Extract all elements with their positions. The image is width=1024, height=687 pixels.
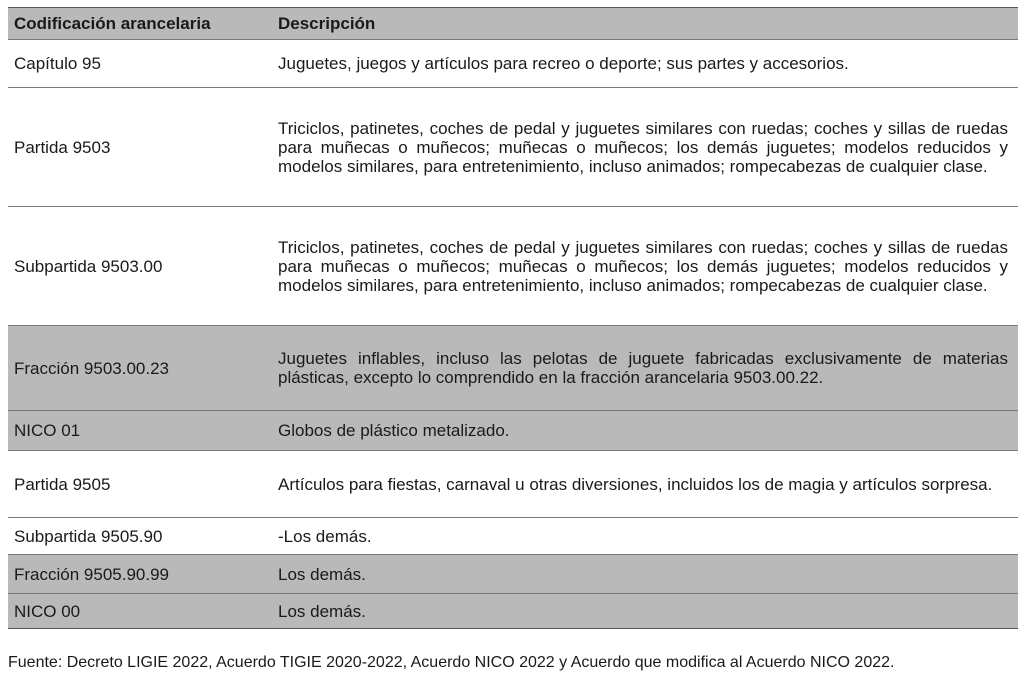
table-row	[8, 451, 1018, 518]
cell-description: Triciclos, patinetes, coches de pedal y juguetes similares con ruedas; coches y sillas de ruedas para muñecas o muñecos; muñecas o muñecos; los demás juguetes; modelos reducidos y modelos similares, para entretenimiento, incluso animados; rompecabezas de cualquier clase.	[272, 207, 1018, 326]
cell-description: Los demás.	[272, 594, 1018, 629]
cell-code: Partida 9503	[8, 88, 272, 207]
cell-description: Los demás.	[272, 555, 1018, 594]
cell-description: -Los demás.	[272, 518, 1018, 555]
table-row	[8, 88, 1018, 207]
tariff-classification-table	[8, 7, 1018, 629]
table-row	[8, 555, 1018, 594]
table-row	[8, 40, 1018, 88]
cell-description: Triciclos, patinetes, coches de pedal y juguetes similares con ruedas; coches y sillas de ruedas para muñecas o muñecos; muñecas o muñecos; los demás juguetes; modelos reducidos y modelos similares, para entretenimiento, incluso animados; rompecabezas de cualquier clase.	[272, 88, 1018, 207]
tariff-table-container	[8, 7, 1018, 629]
header-code: Codificación arancelaria	[8, 8, 272, 40]
cell-code: NICO 01	[8, 411, 272, 451]
cell-code: Capítulo 95	[8, 40, 272, 88]
table-row	[8, 518, 1018, 555]
cell-code: Subpartida 9505.90	[8, 518, 272, 555]
table-row	[8, 207, 1018, 326]
cell-description: Juguetes inflables, incluso las pelotas de juguete fabricadas exclusivamente de materias plásticas, excepto lo comprendido en la fracción arancelaria 9503.00.22.	[272, 326, 1018, 411]
table-row	[8, 411, 1018, 451]
table-row	[8, 326, 1018, 411]
cell-code: Partida 9505	[8, 451, 272, 518]
header-description: Descripción	[272, 8, 1018, 40]
cell-code: Subpartida 9503.00	[8, 207, 272, 326]
cell-code: Fracción 9505.90.99	[8, 555, 272, 594]
cell-code: Fracción 9503.00.23	[8, 326, 272, 411]
cell-description: Globos de plástico metalizado.	[272, 411, 1018, 451]
table-header-row	[8, 8, 1018, 40]
source-note: Fuente: Decreto LIGIE 2022, Acuerdo TIGIE 2020-2022, Acuerdo NICO 2022 y Acuerdo que modifica al Acuerdo NICO 2022.	[8, 654, 895, 671]
table-row	[8, 594, 1018, 629]
cell-description: Juguetes, juegos y artículos para recreo o deporte; sus partes y accesorios.	[272, 40, 1018, 88]
cell-code: NICO 00	[8, 594, 272, 629]
cell-description: Artículos para fiestas, carnaval u otras diversiones, incluidos los de magia y artículos sorpresa.	[272, 451, 1018, 518]
